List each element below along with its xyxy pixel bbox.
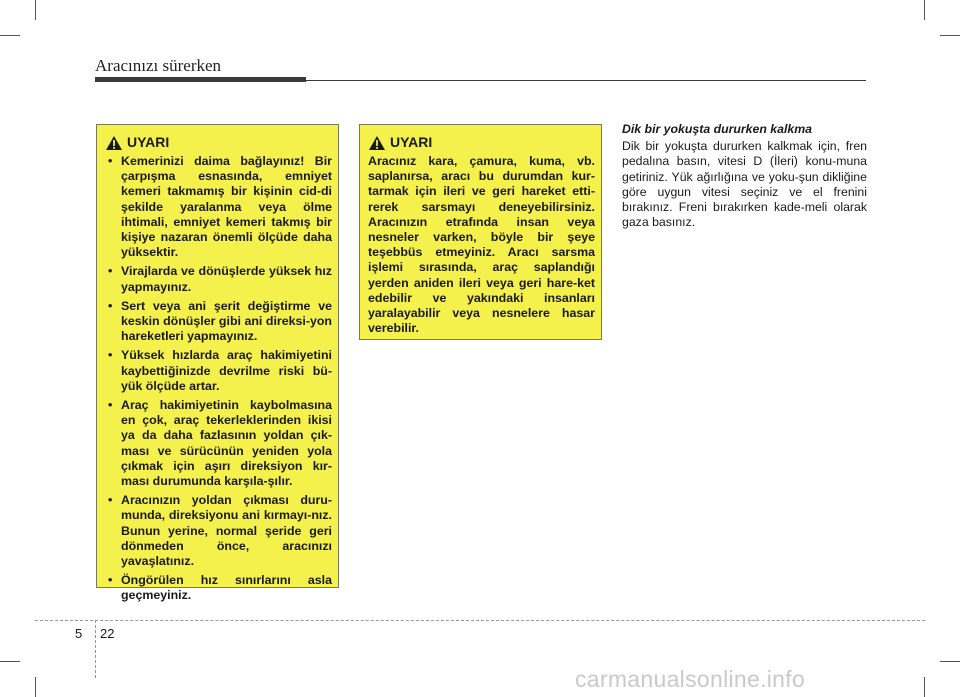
warning-heading-text: UYARI (127, 134, 170, 151)
crop-mark (35, 0, 36, 20)
warning-box-middle (359, 124, 602, 340)
warning-item: • Yüksek hızlarda araç hakimiyetini kaybettiğinizde devrilme riski bü-yük ölçüde artar. (105, 348, 332, 394)
section-number: 5 (75, 626, 83, 641)
crop-mark (940, 35, 960, 36)
warning-heading (105, 135, 332, 151)
warning-item: • Öngörülen hız sınırlarını asla geçmeyiniz. (105, 573, 332, 603)
warning-item: • Araç hakimiyetinin kaybolmasına en çok, araç tekerleklerinden ikisi ya da daha fazlasının yoldan çık-ması ve sürücünün yeniden yola çıkmak için aşırı direksiyon kır-ması durumunda karşıla-şılır. (105, 398, 332, 489)
warning-box-left (96, 124, 339, 603)
crop-mark (940, 661, 960, 662)
crop-mark (924, 0, 925, 20)
warning-list (105, 154, 332, 604)
warning-item: • Sert veya ani şerit değiştirme ve keskin dönüşler gibi ani direksi-yon hareketleri yapmayınız. (105, 299, 332, 345)
footer-separator (95, 620, 96, 678)
warning-heading-text: UYARI (390, 134, 433, 151)
warning-item: • Virajlarda ve dönüşlerde yüksek hız yapmayınız. (105, 264, 332, 294)
warning-item: • Kemerinizi daima bağlayınız! Bir çarpışma esnasında, emniyet kemeri takmamış bir kişinin cid-di şekilde yaralanma veya ölme ihtimali, emniyet kemeri takmış bir kişiye nazaran önemli ölçüde daha yüksektir. (105, 154, 332, 260)
warning-triangle-icon (368, 135, 386, 151)
header-rule-thin (306, 80, 866, 81)
crop-mark (924, 677, 925, 697)
crop-mark (0, 35, 20, 36)
section-right (622, 122, 867, 230)
warning-heading (368, 135, 595, 151)
crop-mark (35, 677, 36, 697)
warning-triangle-icon (105, 135, 123, 151)
section-body: Dik bir yokuşta dururken kalkmak için, fren pedalına basın, vitesi D (İleri) konu-muna getiriniz. Yük ağırlığına ve yoku-şun dikliğine göre uygun vitesi seçiniz ve el frenini bırakınız. Freni bırakırken kade-meli olarak gaza basınız. (622, 139, 867, 230)
warning-item: • Aracınızın yoldan çıkması duru-munda, direksiyonu ani kırmayı-nız. Bunun yerine, normal şeride geri dönmeden önce, aracınızı yavaşlatınız. (105, 493, 332, 569)
page-number: 22 (100, 626, 115, 641)
page-header-title: Aracınızı sürerken (95, 56, 222, 75)
footer-rule (35, 620, 925, 621)
header-rule-thick (95, 77, 306, 82)
watermark: carmanualsonline.info (575, 666, 806, 692)
warning-paragraph: Aracınız kara, çamura, kuma, vb. saplanırsa, aracı bu durumdan kur-tarmak için ileri ve geri hareket etti-rerek sarsmayı deneyebilirsiniz. Aracınızın etrafında insan veya nesneler varken, böyle bir şeye teşebbüs etmeyiniz. Aracı sarsma işlemi sırasında, araç saplandığı yerden aniden ileri veya geri hare-ket edebilir ve yakındaki insanları yaralayabilir veya nesnelere hasar verebilir. (368, 154, 595, 336)
crop-mark (0, 661, 20, 662)
section-title: Dik bir yokuşta dururken kalkma (622, 122, 812, 136)
